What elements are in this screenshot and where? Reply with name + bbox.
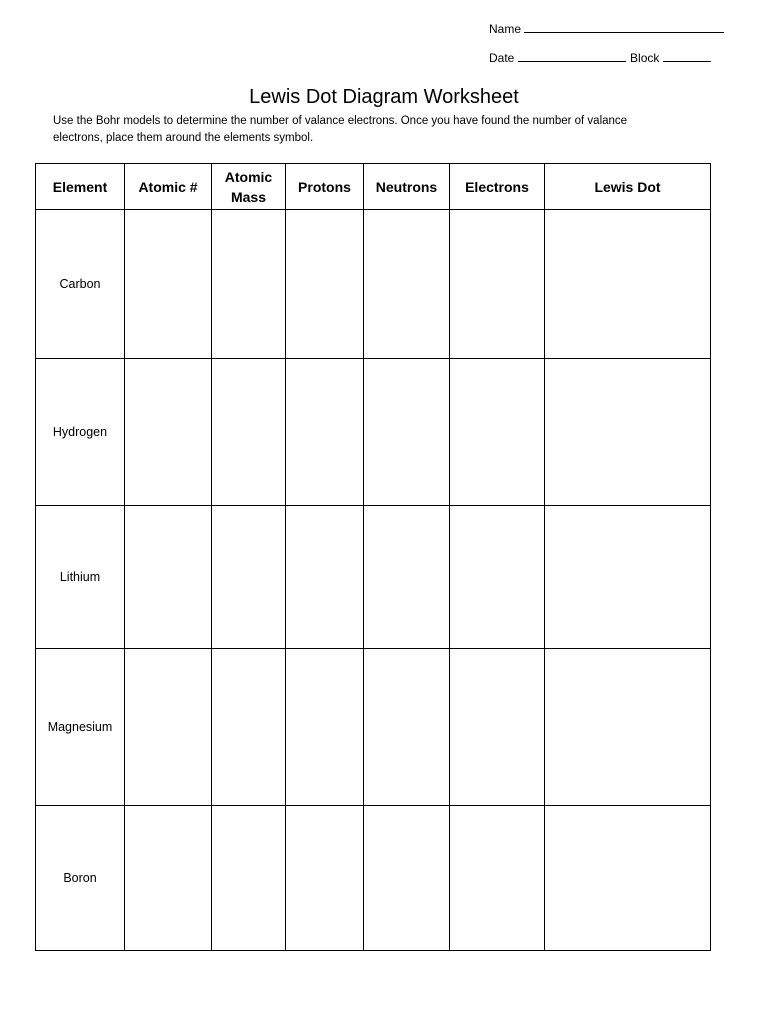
name-field[interactable] <box>489 22 724 36</box>
electrons-cell[interactable] <box>450 506 545 649</box>
table-row <box>36 806 711 951</box>
header-protons: Protons <box>286 164 364 210</box>
instructions-text: Use the Bohr models to determine the number of valance electrons. Once you have found the number of valance electrons, place them around the elements symbol. <box>53 115 628 144</box>
atomic-number-cell[interactable] <box>125 649 212 806</box>
lewis-dot-cell[interactable] <box>545 649 711 806</box>
table-header-row <box>36 164 711 210</box>
neutrons-cell[interactable] <box>364 806 450 951</box>
atomic-mass-cell[interactable] <box>212 506 286 649</box>
atomic-number-cell[interactable] <box>125 806 212 951</box>
element-name: Lithium <box>36 506 125 649</box>
lewis-dot-cell[interactable] <box>545 806 711 951</box>
name-label: Name <box>489 22 522 36</box>
block-blank[interactable] <box>663 51 711 62</box>
electrons-cell[interactable] <box>450 806 545 951</box>
protons-cell[interactable] <box>286 649 364 806</box>
header-lewis-dot: Lewis Dot <box>545 164 711 210</box>
date-block-field <box>489 51 711 65</box>
date-blank[interactable] <box>518 51 626 62</box>
electrons-cell[interactable] <box>450 359 545 506</box>
table-row <box>36 359 711 506</box>
protons-cell[interactable] <box>286 359 364 506</box>
page-title: Lewis Dot Diagram Worksheet <box>249 86 519 108</box>
atomic-mass-cell[interactable] <box>212 649 286 806</box>
element-name: Hydrogen <box>36 359 125 506</box>
protons-cell[interactable] <box>286 210 364 359</box>
neutrons-cell[interactable] <box>364 210 450 359</box>
atomic-mass-cell[interactable] <box>212 806 286 951</box>
neutrons-cell[interactable] <box>364 649 450 806</box>
element-name: Magnesium <box>36 649 125 806</box>
lewis-dot-cell[interactable] <box>545 210 711 359</box>
neutrons-cell[interactable] <box>364 506 450 649</box>
header-element: Element <box>36 164 125 210</box>
protons-cell[interactable] <box>286 806 364 951</box>
atomic-number-cell[interactable] <box>125 359 212 506</box>
header-neutrons: Neutrons <box>364 164 450 210</box>
electrons-cell[interactable] <box>450 210 545 359</box>
atomic-number-cell[interactable] <box>125 210 212 359</box>
block-label: Block <box>630 51 660 65</box>
worksheet-table <box>35 163 711 951</box>
lewis-dot-cell[interactable] <box>545 359 711 506</box>
electrons-cell[interactable] <box>450 649 545 806</box>
atomic-number-cell[interactable] <box>125 506 212 649</box>
element-name: Boron <box>36 806 125 951</box>
element-name: Carbon <box>36 210 125 359</box>
lewis-dot-cell[interactable] <box>545 506 711 649</box>
name-blank[interactable] <box>524 22 724 33</box>
table-row <box>36 506 711 649</box>
table-row <box>36 210 711 359</box>
header-atomic-mass: Atomic Mass <box>212 164 286 210</box>
header-atomic-number: Atomic # <box>125 164 212 210</box>
protons-cell[interactable] <box>286 506 364 649</box>
atomic-mass-cell[interactable] <box>212 359 286 506</box>
header-electrons: Electrons <box>450 164 545 210</box>
atomic-mass-cell[interactable] <box>212 210 286 359</box>
table-row <box>36 649 711 806</box>
date-label: Date <box>489 51 515 65</box>
neutrons-cell[interactable] <box>364 359 450 506</box>
